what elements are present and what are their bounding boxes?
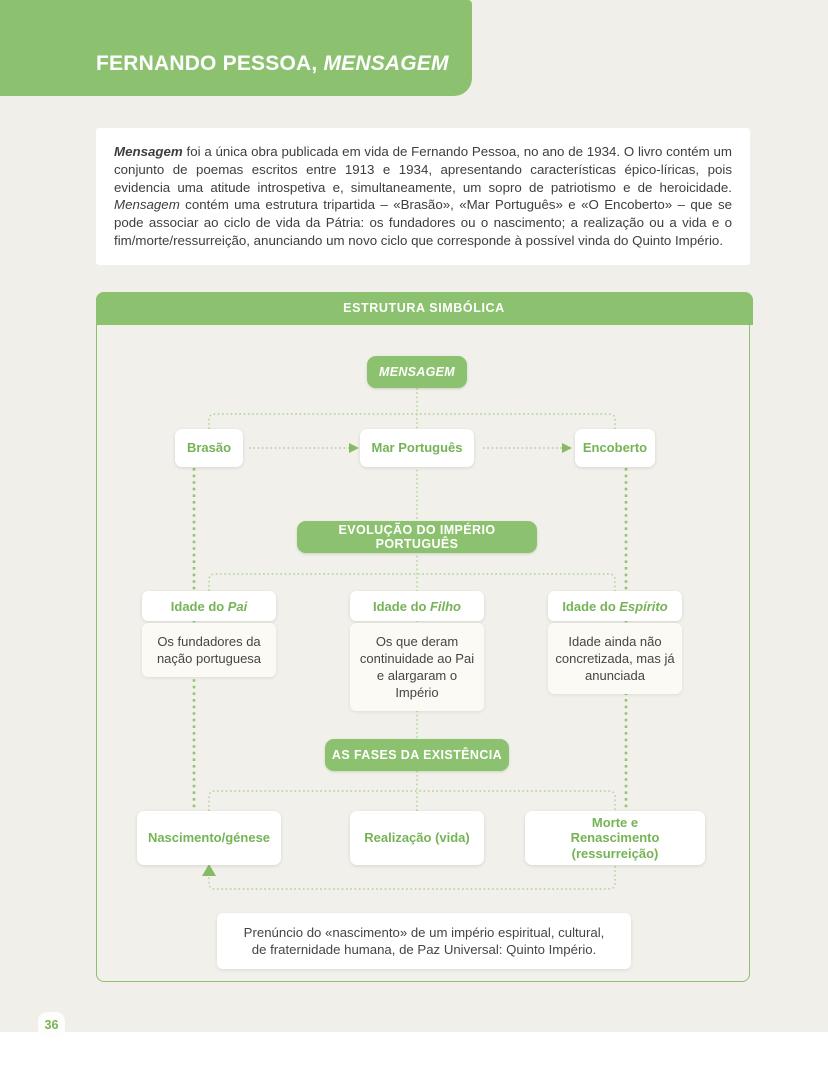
page-title-text: FERNANDO PESSOA,	[96, 52, 324, 75]
intro-paragraph	[114, 143, 732, 250]
part-node-brasao: Brasão	[175, 429, 243, 467]
age-title-espirito	[548, 591, 682, 621]
band-empire-evolution: EVOLUÇÃO DO IMPÉRIO PORTUGUÊS	[297, 521, 537, 553]
page-title-bar	[0, 0, 472, 96]
phases-bracket	[209, 791, 615, 811]
intro-work-word: Mensagem	[114, 197, 180, 213]
age-column-filho	[350, 591, 484, 711]
quinto-imperio-note: Prenúncio do «nascimento» de um império espiritual, cultural, de fraternidade humana, de Paz Universal: Quinto Império.	[217, 913, 631, 969]
age-title-pai	[142, 591, 276, 621]
age-title-word: Pai	[227, 598, 248, 614]
age-title-word: Filho	[429, 598, 461, 614]
intro-lead-word: Mensagem	[114, 144, 183, 159]
age-title-prefix: Idade do	[170, 598, 225, 614]
symbolic-structure-panel	[96, 292, 750, 982]
age-body-espirito: Idade ainda não concretizada, mas já anunciada	[548, 623, 682, 694]
arrowhead-right-icon	[349, 443, 359, 453]
root-node-mensagem: MENSAGEM	[367, 356, 467, 388]
arrowhead-right-icon	[562, 443, 572, 453]
age-column-espirito	[548, 591, 682, 694]
age-column-pai	[142, 591, 276, 677]
cycle-return-line	[209, 866, 615, 889]
part-node-mar-portugues: Mar Português	[360, 429, 474, 467]
arrowhead-up-icon	[202, 864, 216, 876]
phase-node-nascimento: Nascimento/génese	[137, 811, 281, 865]
phase-node-morte-renascimento: Morte e Renascimento (ressurreição)	[525, 811, 705, 865]
top-bracket	[209, 414, 615, 429]
age-body-filho: Os que deram continuidade ao Pai e alargaram o Império	[350, 623, 484, 711]
age-title-prefix: Idade do	[562, 598, 616, 614]
panel-title: ESTRUTURA SIMBÓLICA	[343, 301, 505, 315]
phase-node-realizacao: Realização (vida)	[350, 811, 484, 865]
band-existence-phases: AS FASES DA EXISTÊNCIA	[325, 739, 509, 771]
page-title	[96, 52, 449, 76]
intro-card	[96, 128, 750, 265]
age-title-filho	[350, 591, 484, 621]
ages-bracket	[209, 574, 615, 591]
page-number-badge: 36	[38, 1012, 65, 1038]
intro-text-1: foi a única obra publicada em vida de Fernando Pessoa, no ano de 1934. O livro contém um conjunto de poemas escritos entre 1913 e 1934, apresentando características épico-líricas, pois evidencia uma atitude introspetiva e, simultaneamente, um sopro de patriotismo e de heroicidade.	[114, 144, 732, 195]
part-node-encoberto: Encoberto	[575, 429, 655, 467]
intro-text-2: contém uma estrutura tripartida – «Brasão», «Mar Português» e «O Encoberto» – que se pode associar ao ciclo de vida da Pátria: os fundadores ou o nascimento; a realização ou a vida e o fim/morte/ressurreição, anunciando um novo ciclo que corresponde à possível vinda do Quinto Império.	[114, 197, 732, 248]
age-title-word: Espírito	[619, 598, 668, 614]
age-title-prefix: Idade do	[373, 598, 427, 614]
age-body-pai: Os fundadores da nação portuguesa	[142, 623, 276, 677]
page-title-work: MENSAGEM	[323, 52, 449, 75]
